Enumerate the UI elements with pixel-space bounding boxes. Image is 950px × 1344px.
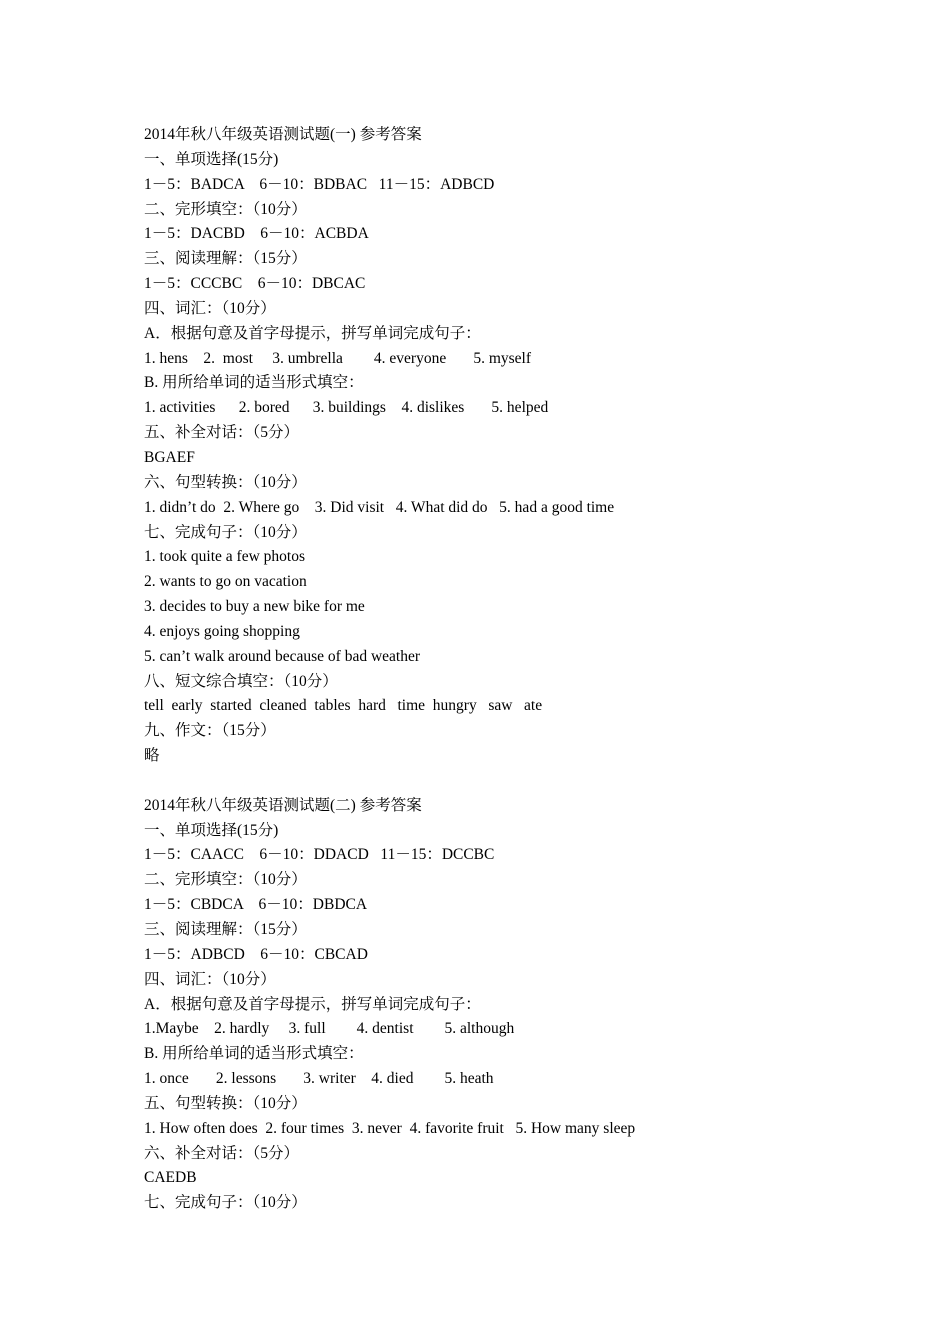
test1-title: 2014年秋八年级英语测试题(一) 参考答案 bbox=[144, 126, 422, 143]
test1-line: 4. enjoys going shopping bbox=[144, 622, 300, 640]
test1-line: 八、短文综合填空：（10分） bbox=[144, 672, 338, 690]
test1-line: 二、完形填空：（10分） bbox=[144, 200, 307, 218]
test2-line: 四、词汇：（10分） bbox=[144, 970, 276, 988]
test1-line: tell early started cleaned tables hard time hungry saw ate bbox=[144, 697, 543, 715]
test2-line: 1.Maybe 2. hardly 3. full 4. dentist 5. although bbox=[144, 1020, 515, 1038]
test1-line: 略 bbox=[144, 747, 160, 765]
test1-line: 1－5：DACBD 6－10：ACBDA bbox=[144, 225, 369, 243]
test1-line: 1. took quite a few photos bbox=[144, 548, 306, 566]
test2-line: 一、单项选择(15分) bbox=[144, 821, 279, 839]
test2-line: 七、完成句子：（10分） bbox=[144, 1194, 307, 1212]
test1-line: 1. hens 2. most 3. umbrella 4. everyone 5. myself bbox=[144, 349, 532, 367]
test2-line: A．根据句意及首字母提示，拼写单词完成句子： bbox=[144, 995, 481, 1013]
test1-line: A．根据句意及首字母提示，拼写单词完成句子： bbox=[144, 324, 481, 342]
test2-line: 五、句型转换：（10分） bbox=[144, 1094, 307, 1112]
test1-line: B. 用所给单词的适当形式填空： bbox=[144, 374, 364, 392]
test1-line: 七、完成句子：（10分） bbox=[144, 523, 307, 541]
test2-line: 三、阅读理解：（15分） bbox=[144, 921, 307, 938]
test2-title: 2014年秋八年级英语测试题(二) 参考答案 bbox=[144, 796, 422, 814]
section-spacer bbox=[144, 769, 844, 794]
test2-line: 1. How often does 2. four times 3. never 4. favorite fruit 5. How many sleep bbox=[144, 1119, 636, 1137]
test2-line: 二、完形填空：（10分） bbox=[144, 871, 307, 889]
test1-line: 5. can’t walk around because of bad weather bbox=[144, 647, 421, 665]
test1-line: 六、句型转换：（10分） bbox=[144, 473, 307, 491]
test1-line: 1－5：CCCBC 6－10：DBCAC bbox=[144, 275, 366, 293]
test2-line: B. 用所给单词的适当形式填空： bbox=[144, 1045, 364, 1063]
test2-line: 1. once 2. lessons 3. writer 4. died 5. heath bbox=[144, 1070, 494, 1088]
test1-line: 五、补全对话：（5分） bbox=[144, 424, 300, 442]
test1-line: 三、阅读理解：（15分） bbox=[144, 250, 307, 268]
test1-line: 1. activities 2. bored 3. buildings 4. dislikes 5. helped bbox=[144, 399, 549, 417]
document-page bbox=[144, 123, 844, 1216]
test1-line: 九、作文：（15分） bbox=[144, 722, 276, 740]
test1-line: 2. wants to go on vacation bbox=[144, 573, 307, 591]
answer-key-test-1 bbox=[144, 123, 844, 769]
test1-line: 四、词汇：（10分） bbox=[144, 299, 276, 317]
test1-line: 1－5：BADCA 6－10：BDBAC 11－15：ADBCD bbox=[144, 175, 495, 193]
answer-key-test-2 bbox=[144, 794, 844, 1216]
test1-line: BGAEF bbox=[144, 448, 195, 466]
test2-line: 1－5：CAACC 6－10：DDACD 11－15：DCCBC bbox=[144, 846, 495, 864]
test2-line: 1－5：ADBCD 6－10：CBCAD bbox=[144, 945, 368, 963]
test1-line: 1. didn’t do 2. Where go 3. Did visit 4. What did do 5. had a good time bbox=[144, 498, 615, 516]
test1-line: 3. decides to buy a new bike for me bbox=[144, 598, 365, 616]
test2-line: 1－5：CBDCA 6－10：DBDCA bbox=[144, 896, 368, 914]
test2-line: 六、补全对话：（5分） bbox=[144, 1144, 300, 1162]
test2-line: CAEDB bbox=[144, 1169, 197, 1187]
test1-line: 一、单项选择(15分) bbox=[144, 150, 279, 168]
